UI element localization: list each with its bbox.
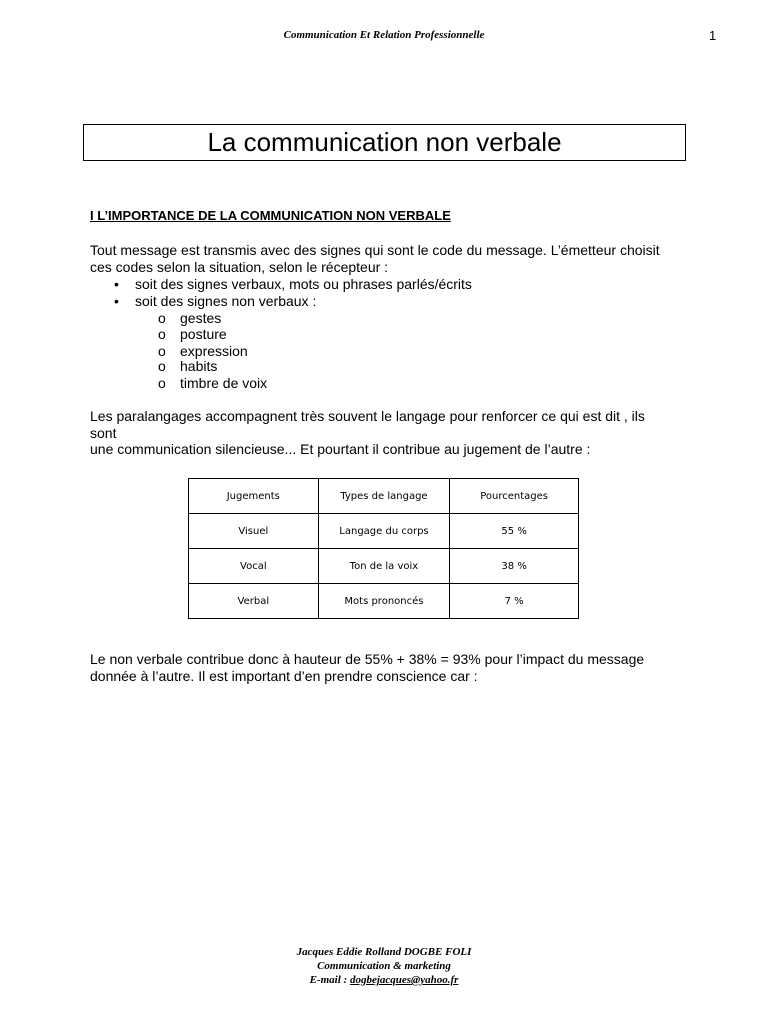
email-link[interactable]: dogbejacques@yahoo.fr <box>349 974 459 986</box>
document-title: La communication non verbale <box>83 124 686 161</box>
paragraph-line: Les paralangages accompagnent très souvent le langage pour renforcer ce qui est dit , ils sont <box>90 408 645 441</box>
table-cell: 55 % <box>450 514 579 549</box>
list-item-text: gestes <box>180 310 222 326</box>
paragraph-line: donnée à l’autre. Il est important d’en prendre conscience car : <box>90 667 478 684</box>
table-header-cell: Jugements <box>189 479 319 514</box>
table-header-cell: Types de langage <box>318 479 450 514</box>
bullet-marker: • <box>114 276 119 292</box>
header-title: Communication Et Relation Professionnelle <box>283 29 485 41</box>
table-cell: Ton de la voix <box>318 549 450 584</box>
table-header-row <box>189 479 579 514</box>
judgement-table <box>188 478 579 619</box>
list-item-text: timbre de voix <box>180 375 268 391</box>
intro-paragraph <box>90 242 690 275</box>
table-row <box>189 514 579 549</box>
table-cell: Langage du corps <box>318 514 450 549</box>
table-row <box>189 549 579 584</box>
author-email <box>0 973 768 987</box>
intro-line: ces codes selon la situation, selon le récepteur : <box>90 258 389 275</box>
sub-bullet-marker: o <box>158 310 166 326</box>
conclusion-paragraph <box>90 651 680 684</box>
list-item-text: soit des signes verbaux, mots ou phrases parlés/écrits <box>135 276 472 292</box>
section-heading: I L’IMPORTANCE DE LA COMMUNICATION NON VERBALE <box>90 208 451 223</box>
table-cell: Verbal <box>189 584 319 619</box>
sub-bullet-marker: o <box>158 326 166 342</box>
author-role: Communication & marketing <box>317 960 451 972</box>
table-cell: 38 % <box>450 549 579 584</box>
table-cell: Visuel <box>189 514 319 549</box>
author-name: Jacques Eddie Rolland DOGBE FOLI <box>296 946 472 958</box>
table-cell: 7 % <box>450 584 579 619</box>
sub-bullet-marker: o <box>158 343 166 359</box>
list-item-text: posture <box>180 326 227 342</box>
table-cell: Vocal <box>189 549 319 584</box>
sub-bullet-marker: o <box>158 358 166 374</box>
table-row <box>189 584 579 619</box>
list-item-text: habits <box>180 358 218 374</box>
email-label: E-mail : <box>309 974 350 986</box>
list-item-text: soit des signes non verbaux : <box>135 293 317 309</box>
page-footer <box>0 945 768 987</box>
list-item-text: expression <box>180 343 248 359</box>
sub-bullet-marker: o <box>158 375 166 391</box>
paragraph-line: Le non verbale contribue donc à hauteur de 55% + 38% = 93% pour l’impact du message <box>90 651 645 667</box>
bullet-marker: • <box>114 293 119 309</box>
paragraph-line: une communication silencieuse... Et pourtant il contribue au jugement de l’autre : <box>90 441 591 457</box>
table-header-cell: Pourcentages <box>450 479 579 514</box>
page-number: 1 <box>709 28 717 43</box>
intro-line: Tout message est transmis avec des signes qui sont le code du message. L’émetteur choisit <box>90 242 660 258</box>
table-cell: Mots prononcés <box>318 584 450 619</box>
paralangage-paragraph <box>90 408 650 458</box>
